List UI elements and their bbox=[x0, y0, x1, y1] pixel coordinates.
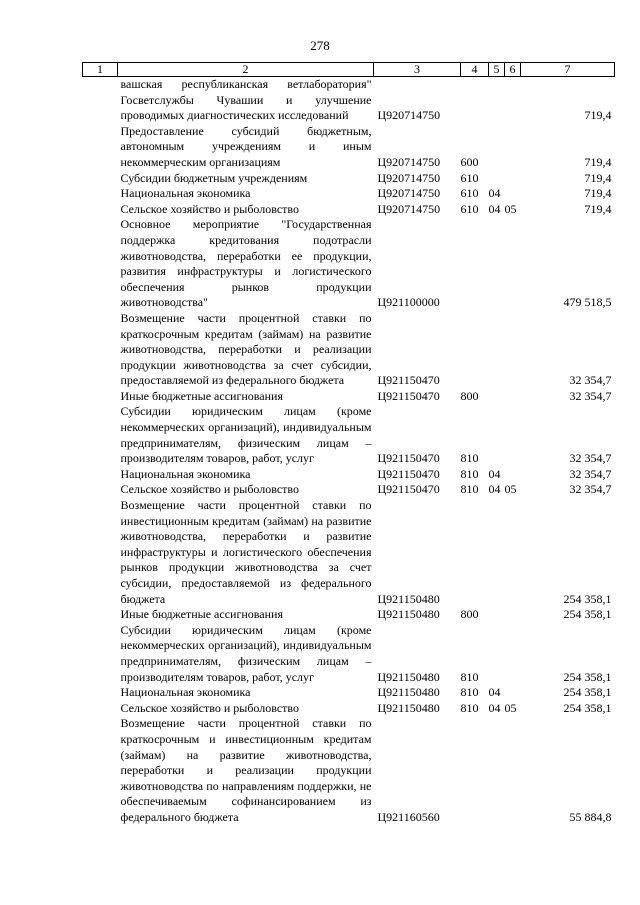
row-description: Субсидии бюджетным учреждениям bbox=[120, 170, 308, 185]
row-code: Ц921150470 bbox=[377, 466, 440, 481]
row-code: Ц921150480 bbox=[377, 607, 440, 622]
row-rz bbox=[489, 498, 505, 607]
header-cell: 3 bbox=[374, 63, 461, 77]
row-amount: 254 358,1 bbox=[563, 669, 612, 684]
row-number-cell bbox=[83, 607, 118, 623]
row-number-cell bbox=[83, 716, 118, 825]
row-description: Сельское хозяйство и рыболовство bbox=[120, 700, 300, 715]
row-number-cell bbox=[83, 186, 118, 202]
row-vr bbox=[461, 311, 489, 389]
row-vr: 800 bbox=[460, 607, 479, 622]
row-amount: 32 354,7 bbox=[569, 466, 612, 481]
row-pr bbox=[505, 389, 521, 405]
row-code: Ц921150480 bbox=[377, 669, 440, 684]
row-code: Ц921160560 bbox=[377, 809, 440, 824]
row-amount: 719,4 bbox=[584, 154, 612, 169]
row-number-cell bbox=[83, 171, 118, 187]
row-amount: 719,4 bbox=[584, 108, 612, 123]
row-pr bbox=[505, 498, 521, 607]
row-description: Предоставление субсидий бюджетным, автономным учреждениям и иным некоммерческим организациям bbox=[120, 123, 372, 169]
row-code: Ц921150470 bbox=[377, 373, 440, 388]
row-pr bbox=[505, 77, 521, 124]
table-row bbox=[83, 701, 615, 717]
row-vr: 810 bbox=[460, 482, 479, 497]
row-pr bbox=[505, 685, 521, 701]
row-description: Национальная экономика bbox=[120, 685, 251, 700]
row-vr bbox=[461, 716, 489, 825]
header-cell: 6 bbox=[505, 63, 521, 77]
row-amount: 32 354,7 bbox=[569, 373, 612, 388]
row-pr: 05 bbox=[504, 482, 517, 497]
budget-table bbox=[82, 62, 615, 826]
row-number-cell bbox=[83, 701, 118, 717]
row-amount: 55 884,8 bbox=[569, 809, 612, 824]
row-rz bbox=[489, 124, 505, 171]
row-description: Субсидии юридическим лицам (кроме некоммерческих организаций), индивидуальным предпринимателям, физическим лицам – производителям товаров, работ, услуг bbox=[120, 622, 372, 684]
row-amount: 254 358,1 bbox=[563, 591, 612, 606]
row-vr: 600 bbox=[460, 154, 479, 169]
row-amount: 32 354,7 bbox=[569, 388, 612, 403]
row-rz bbox=[489, 607, 505, 623]
row-number-cell bbox=[83, 623, 118, 685]
row-description: Возмещение части процентной ставки по инвестиционным кредитам (займам) на развитие животноводства, переработки и развитие инфраструктуры и логистического обеспечения рынков продукции животноводства за счет субсидии, предоставляемой из федерального бюджета bbox=[120, 498, 372, 606]
row-pr bbox=[505, 467, 521, 483]
header-row bbox=[83, 63, 615, 77]
row-rz bbox=[489, 171, 505, 187]
row-pr: 05 bbox=[504, 700, 517, 715]
row-vr: 610 bbox=[460, 186, 479, 201]
row-description: Национальная экономика bbox=[120, 186, 251, 201]
header-cell: 1 bbox=[83, 63, 118, 77]
header-cell: 2 bbox=[118, 63, 374, 77]
row-amount: 254 358,1 bbox=[563, 700, 612, 715]
row-rz: 04 bbox=[488, 685, 501, 700]
row-number-cell bbox=[83, 311, 118, 389]
table-body bbox=[83, 77, 615, 826]
row-pr bbox=[505, 623, 521, 685]
table-row bbox=[83, 77, 615, 124]
row-code: Ц920714750 bbox=[377, 154, 441, 169]
row-number-cell bbox=[83, 467, 118, 483]
row-amount: 32 354,7 bbox=[569, 482, 612, 497]
row-vr bbox=[461, 217, 489, 311]
row-description: вашская республиканская ветлаборатория" Госветслужбы Чувашии и улучшение проводимых диагностических исследований bbox=[120, 77, 372, 123]
header-cell: 4 bbox=[461, 63, 489, 77]
row-pr bbox=[505, 716, 521, 825]
row-vr bbox=[461, 498, 489, 607]
row-vr: 800 bbox=[460, 388, 479, 403]
table-row bbox=[83, 482, 615, 498]
row-rz: 04 bbox=[488, 186, 501, 201]
row-code: Ц920714750 bbox=[377, 108, 441, 123]
row-pr bbox=[505, 404, 521, 466]
table-row bbox=[83, 685, 615, 701]
row-rz bbox=[489, 77, 505, 124]
row-amount: 254 358,1 bbox=[563, 607, 612, 622]
table-row bbox=[83, 171, 615, 187]
row-number-cell bbox=[83, 404, 118, 466]
row-amount: 719,4 bbox=[584, 186, 612, 201]
row-description: Возмещение части процентной ставки по краткосрочным кредитам (займам) на развитие животноводства, переработки и реализации продукции животноводства за счет субсидии, предоставляемой из федерального бюджета bbox=[120, 310, 372, 388]
header-cell: 5 bbox=[489, 63, 505, 77]
row-vr: 610 bbox=[460, 170, 479, 185]
row-description: Сельское хозяйство и рыболовство bbox=[120, 482, 300, 497]
row-rz: 04 bbox=[488, 466, 501, 481]
row-code: Ц921100000 bbox=[377, 295, 440, 310]
row-number-cell bbox=[83, 217, 118, 311]
table-row bbox=[83, 124, 615, 171]
row-rz bbox=[489, 716, 505, 825]
row-description: Национальная экономика bbox=[120, 466, 251, 481]
row-rz bbox=[489, 623, 505, 685]
row-number-cell bbox=[83, 389, 118, 405]
table-row bbox=[83, 389, 615, 405]
row-vr: 610 bbox=[460, 201, 479, 216]
row-code: Ц920714750 bbox=[377, 201, 441, 216]
row-vr: 810 bbox=[460, 466, 479, 481]
row-vr: 810 bbox=[460, 685, 479, 700]
row-amount: 719,4 bbox=[584, 201, 612, 216]
row-number-cell bbox=[83, 482, 118, 498]
row-amount: 254 358,1 bbox=[563, 685, 612, 700]
row-vr: 810 bbox=[460, 700, 479, 715]
row-pr bbox=[505, 171, 521, 187]
row-code: Ц920714750 bbox=[377, 170, 441, 185]
row-code: Ц920714750 bbox=[377, 186, 441, 201]
table-row bbox=[83, 607, 615, 623]
table-row bbox=[83, 311, 615, 389]
row-rz bbox=[489, 389, 505, 405]
row-rz bbox=[489, 311, 505, 389]
page-number: 278 bbox=[310, 38, 330, 53]
row-description: Сельское хозяйство и рыболовство bbox=[120, 201, 300, 216]
row-code: Ц921150480 bbox=[377, 685, 440, 700]
row-description: Субсидии юридическим лицам (кроме некоммерческих организаций), индивидуальным предпринимателям, физическим лицам – производителям товаров, работ, услуг bbox=[120, 404, 372, 466]
row-number-cell bbox=[83, 202, 118, 218]
row-description: Основное мероприятие "Государственная поддержка кредитования подотрасли животноводства, переработки ее продукции, развития инфраструктуры и логистического обеспечения рынков продукции животноводства" bbox=[120, 217, 372, 310]
row-number-cell bbox=[83, 77, 118, 124]
row-amount: 719,4 bbox=[584, 170, 612, 185]
header-cell: 7 bbox=[521, 63, 615, 77]
row-vr bbox=[461, 77, 489, 124]
row-code: Ц921150480 bbox=[377, 700, 440, 715]
row-rz bbox=[489, 217, 505, 311]
row-description: Иные бюджетные ассигнования bbox=[120, 388, 283, 403]
row-number-cell bbox=[83, 124, 118, 171]
row-rz: 04 bbox=[488, 700, 501, 715]
row-description: Иные бюджетные ассигнования bbox=[120, 607, 283, 622]
row-amount: 479 518,5 bbox=[563, 295, 612, 310]
row-pr bbox=[505, 124, 521, 171]
table-row bbox=[83, 716, 615, 825]
table-row bbox=[83, 217, 615, 311]
table-row bbox=[83, 623, 615, 685]
row-description: Возмещение части процентной ставки по краткосрочным и инвестиционным кредитам (займам) на развитие животноводства, переработки и реализации продукции животноводства по направлениям поддержки, не обеспечиваемым софинансированием из федерального бюджета bbox=[120, 716, 372, 824]
table-row bbox=[83, 186, 615, 202]
row-code: Ц921150470 bbox=[377, 388, 440, 403]
row-pr bbox=[505, 217, 521, 311]
table-row bbox=[83, 202, 615, 218]
row-rz: 04 bbox=[488, 201, 501, 216]
row-rz: 04 bbox=[488, 482, 501, 497]
table-row bbox=[83, 467, 615, 483]
row-code: Ц921150480 bbox=[377, 591, 440, 606]
row-pr bbox=[505, 186, 521, 202]
row-amount: 32 354,7 bbox=[569, 451, 612, 466]
row-pr bbox=[505, 607, 521, 623]
row-code: Ц921150470 bbox=[377, 451, 440, 466]
row-pr: 05 bbox=[504, 201, 517, 216]
table-row bbox=[83, 404, 615, 466]
row-code: Ц921150470 bbox=[377, 482, 440, 497]
table-row bbox=[83, 498, 615, 607]
row-pr bbox=[505, 311, 521, 389]
row-vr: 810 bbox=[460, 451, 479, 466]
row-number-cell bbox=[83, 685, 118, 701]
row-number-cell bbox=[83, 498, 118, 607]
row-vr: 810 bbox=[460, 669, 479, 684]
row-rz bbox=[489, 404, 505, 466]
